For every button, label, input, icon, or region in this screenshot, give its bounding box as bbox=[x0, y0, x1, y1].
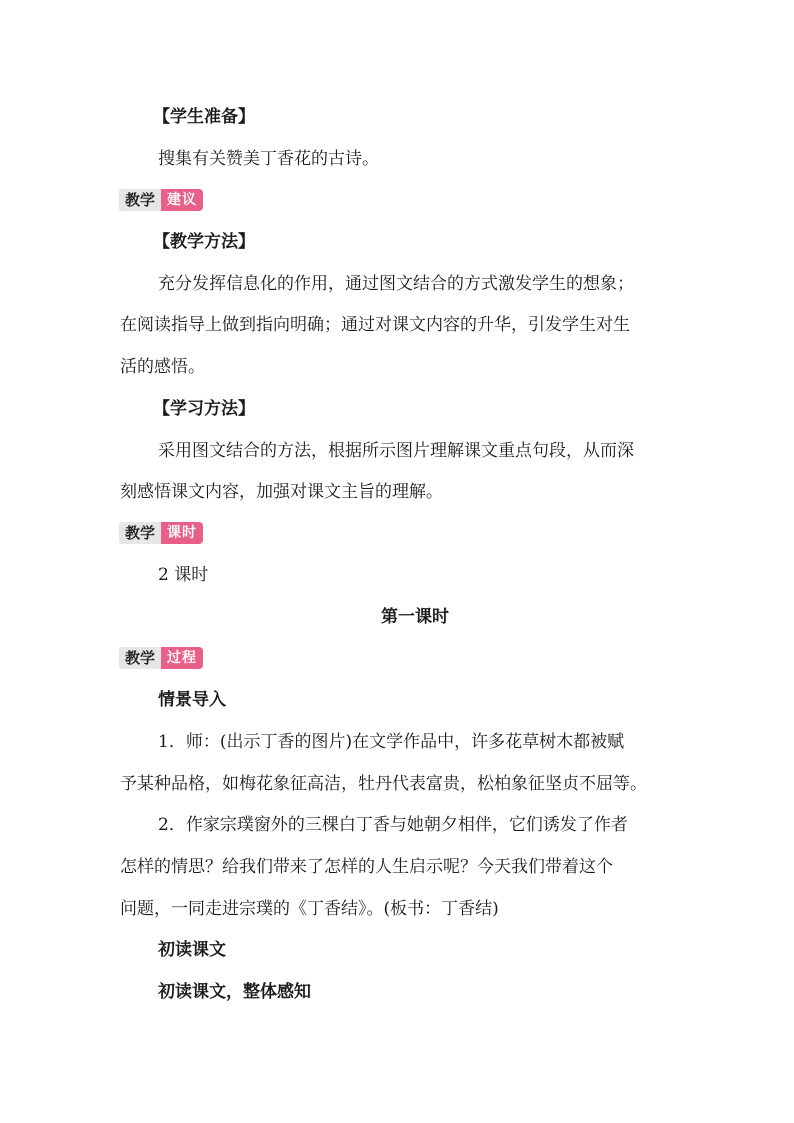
first-read-subheading: 初读课文，整体感知 bbox=[158, 982, 311, 1002]
teaching-method-heading: 【教学方法】 bbox=[153, 232, 255, 252]
first-lesson-title: 第一课时 bbox=[381, 607, 449, 627]
first-read-heading: 初读课文 bbox=[158, 940, 226, 960]
badge-teaching-process bbox=[119, 647, 203, 669]
learning-method-line: 采用图文结合的方法，根据所示图片理解课文重点句段，从而深 bbox=[158, 441, 634, 461]
item2-line: 2．作家宗璞窗外的三棵白丁香与她朝夕相伴，它们诱发了作者 bbox=[158, 815, 628, 835]
learning-method-heading: 【学习方法】 bbox=[153, 399, 255, 419]
scene-intro-heading: 情景导入 bbox=[158, 690, 226, 710]
student-prep-heading: 【学生准备】 bbox=[153, 107, 255, 127]
badge-teaching-period bbox=[119, 522, 203, 544]
item2-line: 问题，一同走进宗璞的《丁香结》。(板书：丁香结) bbox=[120, 899, 499, 919]
period-text: 2 课时 bbox=[158, 565, 209, 585]
teaching-method-line: 在阅读指导上做到指向明确；通过对课文内容的升华，引发学生对生 bbox=[120, 315, 630, 335]
teaching-method-line: 充分发挥信息化的作用，通过图文结合的方式激发学生的想象； bbox=[158, 274, 634, 294]
badge-right-label: 课时 bbox=[161, 522, 203, 544]
badge-right-label: 建议 bbox=[161, 189, 203, 211]
item1-line: 予某种品格，如梅花象征高洁，牡丹代表富贵，松柏象征坚贞不屈等。 bbox=[120, 774, 647, 794]
badge-left-label: 教学 bbox=[119, 522, 161, 544]
item1-line: 1．师：(出示丁香的图片)在文学作品中，许多花草树木都被赋 bbox=[158, 732, 625, 752]
item2-line: 怎样的情思？给我们带来了怎样的人生启示呢？今天我们带着这个 bbox=[120, 857, 613, 877]
badge-right-label: 过程 bbox=[161, 647, 203, 669]
badge-left-label: 教学 bbox=[119, 189, 161, 211]
learning-method-line: 刻感悟课文内容，加强对课文主旨的理解。 bbox=[120, 482, 443, 502]
teaching-method-line: 活的感悟。 bbox=[120, 357, 205, 377]
badge-teaching-suggestion bbox=[119, 189, 203, 211]
student-prep-text: 搜集有关赞美丁香花的古诗。 bbox=[158, 149, 379, 169]
badge-left-label: 教学 bbox=[119, 647, 161, 669]
